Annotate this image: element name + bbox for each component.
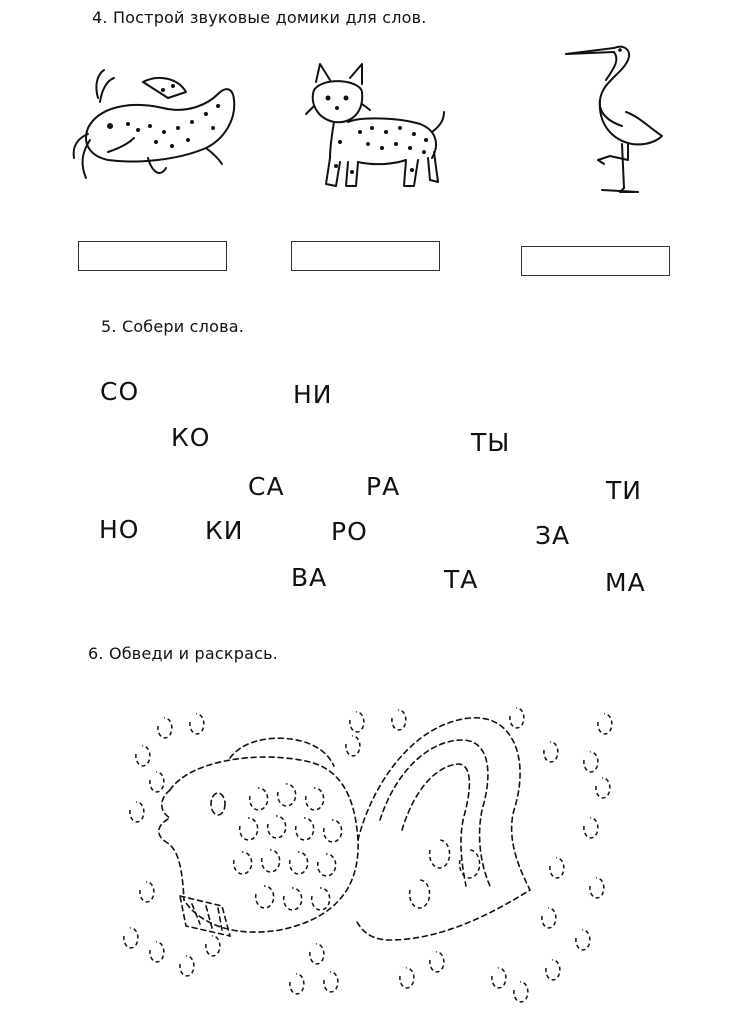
- sound-house-box-stork[interactable]: [521, 246, 670, 276]
- syllable: ВА: [291, 563, 328, 592]
- syllable: ТИ: [606, 476, 642, 505]
- syllable: СА: [248, 472, 285, 501]
- syllable: ТА: [444, 565, 479, 594]
- sound-house-box-lynx[interactable]: [291, 241, 440, 271]
- syllable: ЗА: [535, 521, 571, 550]
- syllable: РА: [366, 472, 401, 501]
- lynx-icon: [300, 62, 450, 197]
- syllable: НИ: [293, 380, 333, 409]
- sound-house-box-catfish[interactable]: [78, 241, 227, 271]
- task6-heading: 6. Обведи и раскрась.: [88, 644, 279, 663]
- syllable: НО: [99, 515, 140, 544]
- syllable: КИ: [205, 516, 244, 545]
- syllable: КО: [171, 423, 211, 452]
- syllable: МА: [605, 568, 646, 597]
- syllable: СО: [100, 377, 140, 406]
- task4-heading: 4. Построй звуковые домики для слов.: [92, 8, 427, 27]
- stork-icon: [562, 40, 672, 200]
- dashed-fish-tracing-icon[interactable]: [110, 700, 630, 1010]
- task5-heading: 5. Собери слова.: [101, 317, 244, 336]
- syllable: РО: [331, 517, 368, 546]
- catfish-icon: [68, 68, 243, 198]
- syllable: ТЫ: [471, 428, 511, 457]
